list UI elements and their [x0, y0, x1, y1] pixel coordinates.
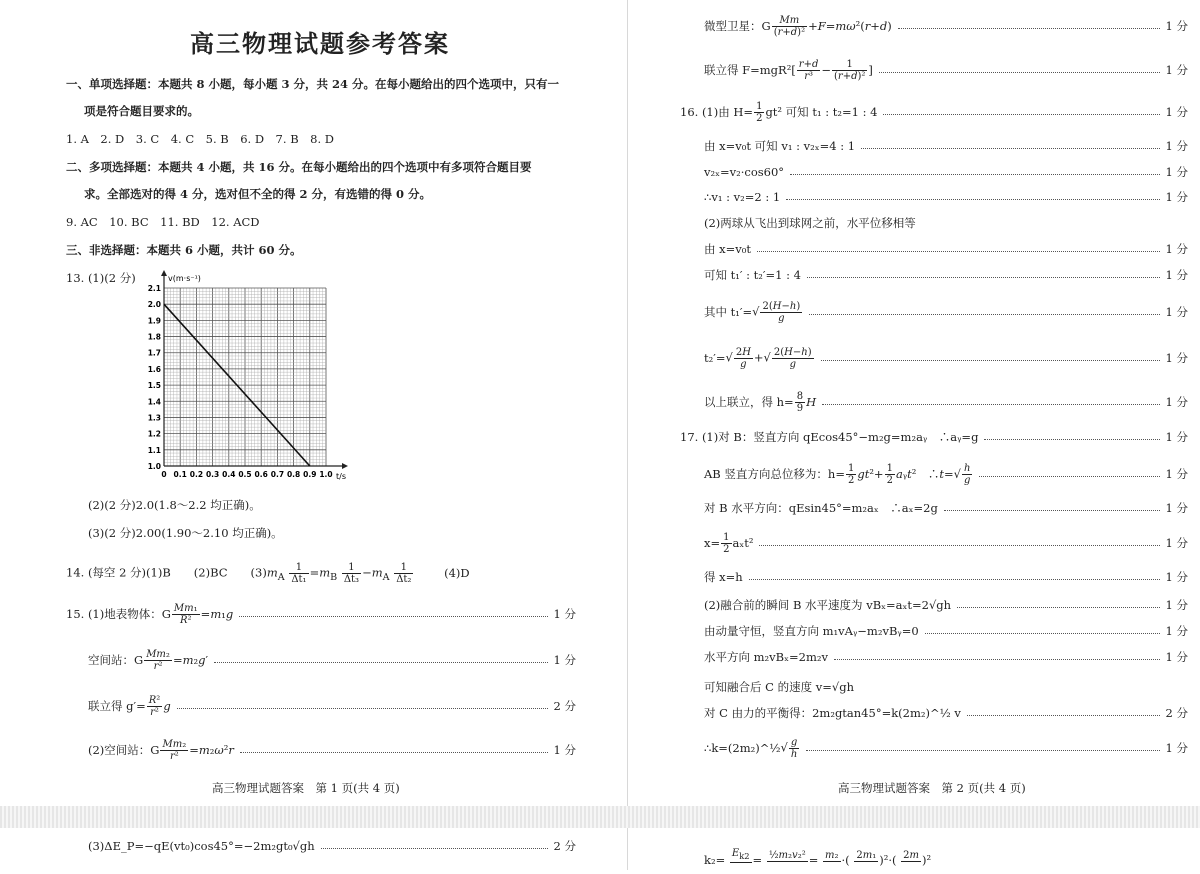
y-tick-label: 1.1 — [147, 445, 161, 455]
page-divider — [627, 0, 628, 870]
x-tick-label: 0.3 — [205, 470, 220, 479]
q15-row3-points: 2 分 — [553, 699, 576, 713]
x-tick-label: 0.6 — [254, 470, 268, 479]
q17-row8-text: 水平方向 m₂vBₓ=2m₂v — [704, 650, 828, 664]
x-tick-label: 0.4 — [222, 470, 236, 479]
p3-row1-text: (3)ΔE_P=−qE(vt₀)cos45°=−2m₂gt₀√gh — [88, 839, 315, 853]
p2-row2: 联立得 F=mgR²[ $\frac{r+d}{\text{r³}}$ − $\frac{1}{\text{(r+d)²}}$ ] 1 分 — [704, 58, 1188, 82]
page1-footer: 高三物理试题答案 第 1 页(共 4 页) — [212, 781, 400, 795]
y-tick-label: 1.7 — [147, 348, 161, 358]
q17-row3 — [704, 500, 1188, 516]
q15-row4-text: (2)空间站：G — [88, 743, 160, 757]
p4-row1-text: k₂= — [704, 853, 726, 867]
q16-row1-text: 16. (1)由 H= — [680, 105, 754, 119]
q17-row1-points: 1 分 — [1165, 430, 1188, 444]
q16-row7 — [704, 267, 1188, 283]
x-tick-label: 0 — [161, 470, 167, 479]
q14-frac-2: $\frac{1}{\text{Δt₃}}$ — [343, 562, 360, 585]
q17-row3-points: 1 分 — [1165, 501, 1188, 515]
q17-row11-text: ∴k=(2m₂)^½ — [704, 741, 781, 755]
q16-row4-points: 1 分 — [1165, 190, 1188, 204]
q17-row4-tail: aₓt² — [732, 536, 754, 550]
q17-row3-text: 对 B 水平方向：qEsin45°=m₂aₓ ∴aₓ=2g — [704, 501, 938, 515]
y-tick-label: 1.3 — [147, 413, 161, 423]
q17-row5-points: 1 分 — [1165, 570, 1188, 584]
q16-row1-points: 1 分 — [1165, 105, 1188, 119]
q16-row9-points: 1 分 — [1165, 351, 1188, 365]
q14-frac-3: $\frac{1}{\text{Δt₂}}$ — [396, 562, 412, 585]
q16-row2-points: 1 分 — [1165, 139, 1188, 153]
q13-label: 13. (1)(2 分) — [66, 271, 136, 285]
y-tick-label: 1.9 — [147, 316, 161, 326]
section3-heading: 三、非选择题：本题共 6 小题，共计 60 分。 — [66, 243, 302, 257]
q16-row3 — [704, 164, 1188, 180]
q15-row3: 联立得 g′= $\frac{\text{R²}}{\text{r²}}$ g 2 分 — [88, 694, 576, 718]
q17-row4-points: 1 分 — [1165, 536, 1188, 550]
q16-row8: 其中 t₁′= √ $\frac{2(H-h)}{g}$ 1 分 — [704, 300, 1188, 324]
q16-row4-text: ∴v₁ : v₂=2 : 1 — [704, 190, 781, 204]
q17-row6-points: 1 分 — [1165, 598, 1188, 612]
q17-row1-text: 17. (1)对 B：竖直方向 qEcos45°−m₂g=m₂aᵧ ∴aᵧ=g — [680, 430, 979, 444]
q17-row7-text: 由动量守恒，竖直方向 m₁vAᵧ−m₂vBᵧ=0 — [704, 624, 919, 638]
q16-row8-points: 1 分 — [1165, 305, 1188, 319]
q16-row10-points: 1 分 — [1165, 395, 1188, 409]
x-axis-arrow — [342, 463, 348, 469]
x-tick-label: 0.8 — [286, 470, 301, 479]
x-tick-label: 0.2 — [189, 470, 204, 479]
q17-row1 — [680, 429, 1188, 445]
q17-row6-text: (2)融合前的瞬间 B 水平速度为 vBₓ=aₓt=2√gh — [704, 598, 952, 612]
chart-grid — [164, 288, 326, 466]
q15-row1-text: 15. (1)地表物体：G — [66, 607, 171, 621]
x-tick-label: 0.1 — [173, 470, 187, 479]
section2-heading-line2: 求。全部选对的得 4 分，选对但不全的得 2 分，有选错的得 0 分。 — [84, 187, 432, 201]
section1-heading-line1: 一、单项选择题：本题共 8 小题，每小题 3 分，共 24 分。在每小题给出的四个选项中，只有一 — [66, 77, 560, 91]
q15-row1: 15. (1)地表物体：G $\frac{\text{Mm₁}}{\text{R²}}$ =m₁g 1 分 — [66, 602, 576, 626]
q17-row7-points: 1 分 — [1165, 624, 1188, 638]
q17-row8 — [704, 649, 1188, 665]
y-tick-label: 1.4 — [147, 397, 161, 407]
q16-row6-text: 由 x=v₀t — [704, 242, 752, 256]
chart-axes — [161, 270, 348, 469]
q16-row8-text: 其中 t₁′= — [704, 305, 753, 319]
q16-part2-heading: (2)两球从飞出到球网之前，水平位移相等 — [704, 216, 916, 230]
q14-prefix: 14. (每空 2 分)(1)B (2)BC (3) — [66, 565, 267, 580]
q17-row5 — [704, 569, 1188, 585]
p4-row1: k₂= $E_{k2}$ = ½m₂v₂² = m₂ ·( 2m₁ )²·( 2m )² — [704, 848, 932, 867]
q16-row10-text: 以上联立，得 h= — [704, 395, 794, 409]
y-tick-label: 1.8 — [147, 332, 161, 342]
velocity-time-chart — [128, 268, 358, 488]
q17-row7 — [704, 623, 1188, 639]
q16-row9: t₂′= √ $\frac{2H}{g}$ +√ $\frac{2(H-h)}{g}$ 1 分 — [704, 346, 1188, 370]
q15-row2-points: 1 分 — [553, 653, 576, 667]
chart-x-axis-label: t/s — [336, 472, 346, 481]
q17-row11-points: 1 分 — [1165, 741, 1188, 755]
p3-row1-points: 2 分 — [553, 839, 576, 853]
q17-row2: AB 竖直方向总位移为：h= $\frac{1}{2}$ gt²+ $\frac{1}{2}$ aᵧt² ∴t=√ $\frac{h}{g}$ 1 分 — [704, 462, 1188, 486]
q14-eq-m: m — [266, 565, 278, 580]
q16-row6 — [704, 241, 1188, 257]
q16-row1-tail: gt² 可知 t₁ : t₂=1 : 4 — [765, 105, 878, 119]
p2-row1: 微型卫星：G $\frac{Mm}{\text{(r+d)²}}$ +F=mω²(r+d) 1 分 — [704, 14, 1188, 38]
q17-row4: x= $\frac{1}{2}$ aₓt² 1 分 — [704, 531, 1188, 555]
section1-heading-line2: 项是符合题目要求的。 — [84, 104, 199, 118]
page-row-gap — [0, 806, 1200, 828]
q16-row2 — [704, 138, 1188, 154]
page2-footer: 高三物理试题答案 第 2 页(共 4 页) — [838, 781, 1026, 795]
q16-row3-text: v₂ₓ=v₂·cos60° — [704, 165, 785, 179]
section2-heading-line1: 二、多项选择题：本题共 4 小题，共 16 分。在每小题给出的四个选项中有多项符合题目要 — [66, 160, 532, 174]
q17-row10 — [704, 705, 1188, 721]
q14-suffix: (4)D — [444, 565, 470, 580]
chart-y-axis-label: v(m·s⁻¹) — [168, 274, 201, 283]
q17-row6 — [704, 597, 1188, 613]
y-tick-label: 1.5 — [147, 381, 161, 391]
p2-row1-points: 1 分 — [1165, 19, 1188, 33]
section2-answers: 9. AC 10. BC 11. BD 12. ACD — [66, 215, 260, 229]
q16-row3-points: 1 分 — [1165, 165, 1188, 179]
q16-row7-text: 可知 t₁′ : t₂′=1 : 4 — [704, 268, 801, 282]
q17-row2-text: AB 竖直方向总位移为：h= — [704, 467, 845, 481]
q15-row4: (2)空间站：G $\frac{\text{Mm₂}}{\text{r²}}$ =m₂ω²r 1 分 — [88, 738, 576, 762]
x-tick-label: 0.5 — [238, 470, 252, 479]
q17-row2-points: 1 分 — [1165, 467, 1188, 481]
q16-row2-text: 由 x=v₀t 可知 v₁ : v₂ₓ=4 : 1 — [704, 139, 856, 153]
q16-row9-text: t₂′= — [704, 351, 726, 365]
q15-row2: 空间站：G $\frac{\text{Mm₂}}{\text{r²}}$ =m₂g′ 1 分 — [88, 648, 576, 672]
q13-part2: (2)(2 分)2.0(1.8～2.2 均正确)。 — [88, 498, 261, 512]
q16-row7-points: 1 分 — [1165, 268, 1188, 282]
q16-row4 — [704, 189, 1188, 205]
y-axis-arrow — [161, 270, 167, 276]
q15-row3-text: 联立得 g′= — [88, 699, 146, 713]
x-tick-label: 0.9 — [303, 470, 317, 479]
q16-row10: 以上联立，得 h= $\frac{8}{9}$ H 1 分 — [704, 390, 1188, 414]
p2-row2-text: 联立得 F=mgR²[ — [704, 63, 796, 77]
q15-row4-points: 1 分 — [553, 743, 576, 757]
q13-part3: (3)(2 分)2.00(1.90～2.10 均正确)。 — [88, 526, 283, 540]
q16-row1: 16. (1)由 H= $\frac{1}{2}$ gt² 可知 t₁ : t₂=1 : 4 1 分 — [680, 100, 1188, 124]
p2-row1-text: 微型卫星：G — [704, 19, 771, 33]
q17-row8-points: 1 分 — [1165, 650, 1188, 664]
q17-row10-text: 对 C 由力的平衡得：2m₂gtan45°=k(2m₂)^½ v — [704, 706, 961, 720]
p3-row1 — [88, 838, 576, 854]
q17-row4-text: x= — [704, 536, 721, 550]
q17-row10-points: 2 分 — [1165, 706, 1188, 720]
y-tick-label: 1.0 — [147, 462, 161, 471]
page-title: 高三物理试题参考答案 — [190, 29, 450, 58]
q14-line: 14. (每空 2 分)(1)B (2)BC $(3)m_A$ $\frac{1}{\text{Δt₁}}$ $=m_B$ $\frac{1}{\text{Δt₃}}$ $-m_A$ $\frac{1}{\text{Δt₂}}$ (4)D — [66, 562, 470, 585]
q15-row1-points: 1 分 — [553, 607, 576, 621]
q14-frac-1: $\frac{1}{\text{Δt₁}}$ — [291, 562, 307, 585]
p2-row2-points: 1 分 — [1165, 63, 1188, 77]
y-tick-label: 2.0 — [147, 300, 161, 310]
q15-row2-text: 空间站：G — [88, 653, 144, 667]
q16-row10-tail: H — [806, 395, 817, 409]
q16-row6-points: 1 分 — [1165, 242, 1188, 256]
x-tick-label: 0.7 — [270, 470, 285, 479]
x-tick-label: 1.0 — [319, 470, 333, 479]
q17-row9: 可知融合后 C 的速度 v=√gh — [704, 680, 854, 694]
y-tick-label: 2.1 — [147, 284, 161, 293]
y-tick-label: 1.2 — [147, 429, 161, 439]
q17-row5-text: 得 x=h — [704, 570, 743, 584]
q17-row11: ∴k=(2m₂)^½ √ $\frac{g}{h}$ 1 分 — [704, 736, 1188, 760]
section1-answers: 1. A 2. D 3. C 4. C 5. B 6. D 7. B 8. D — [66, 132, 334, 146]
y-tick-label: 1.6 — [147, 364, 161, 374]
